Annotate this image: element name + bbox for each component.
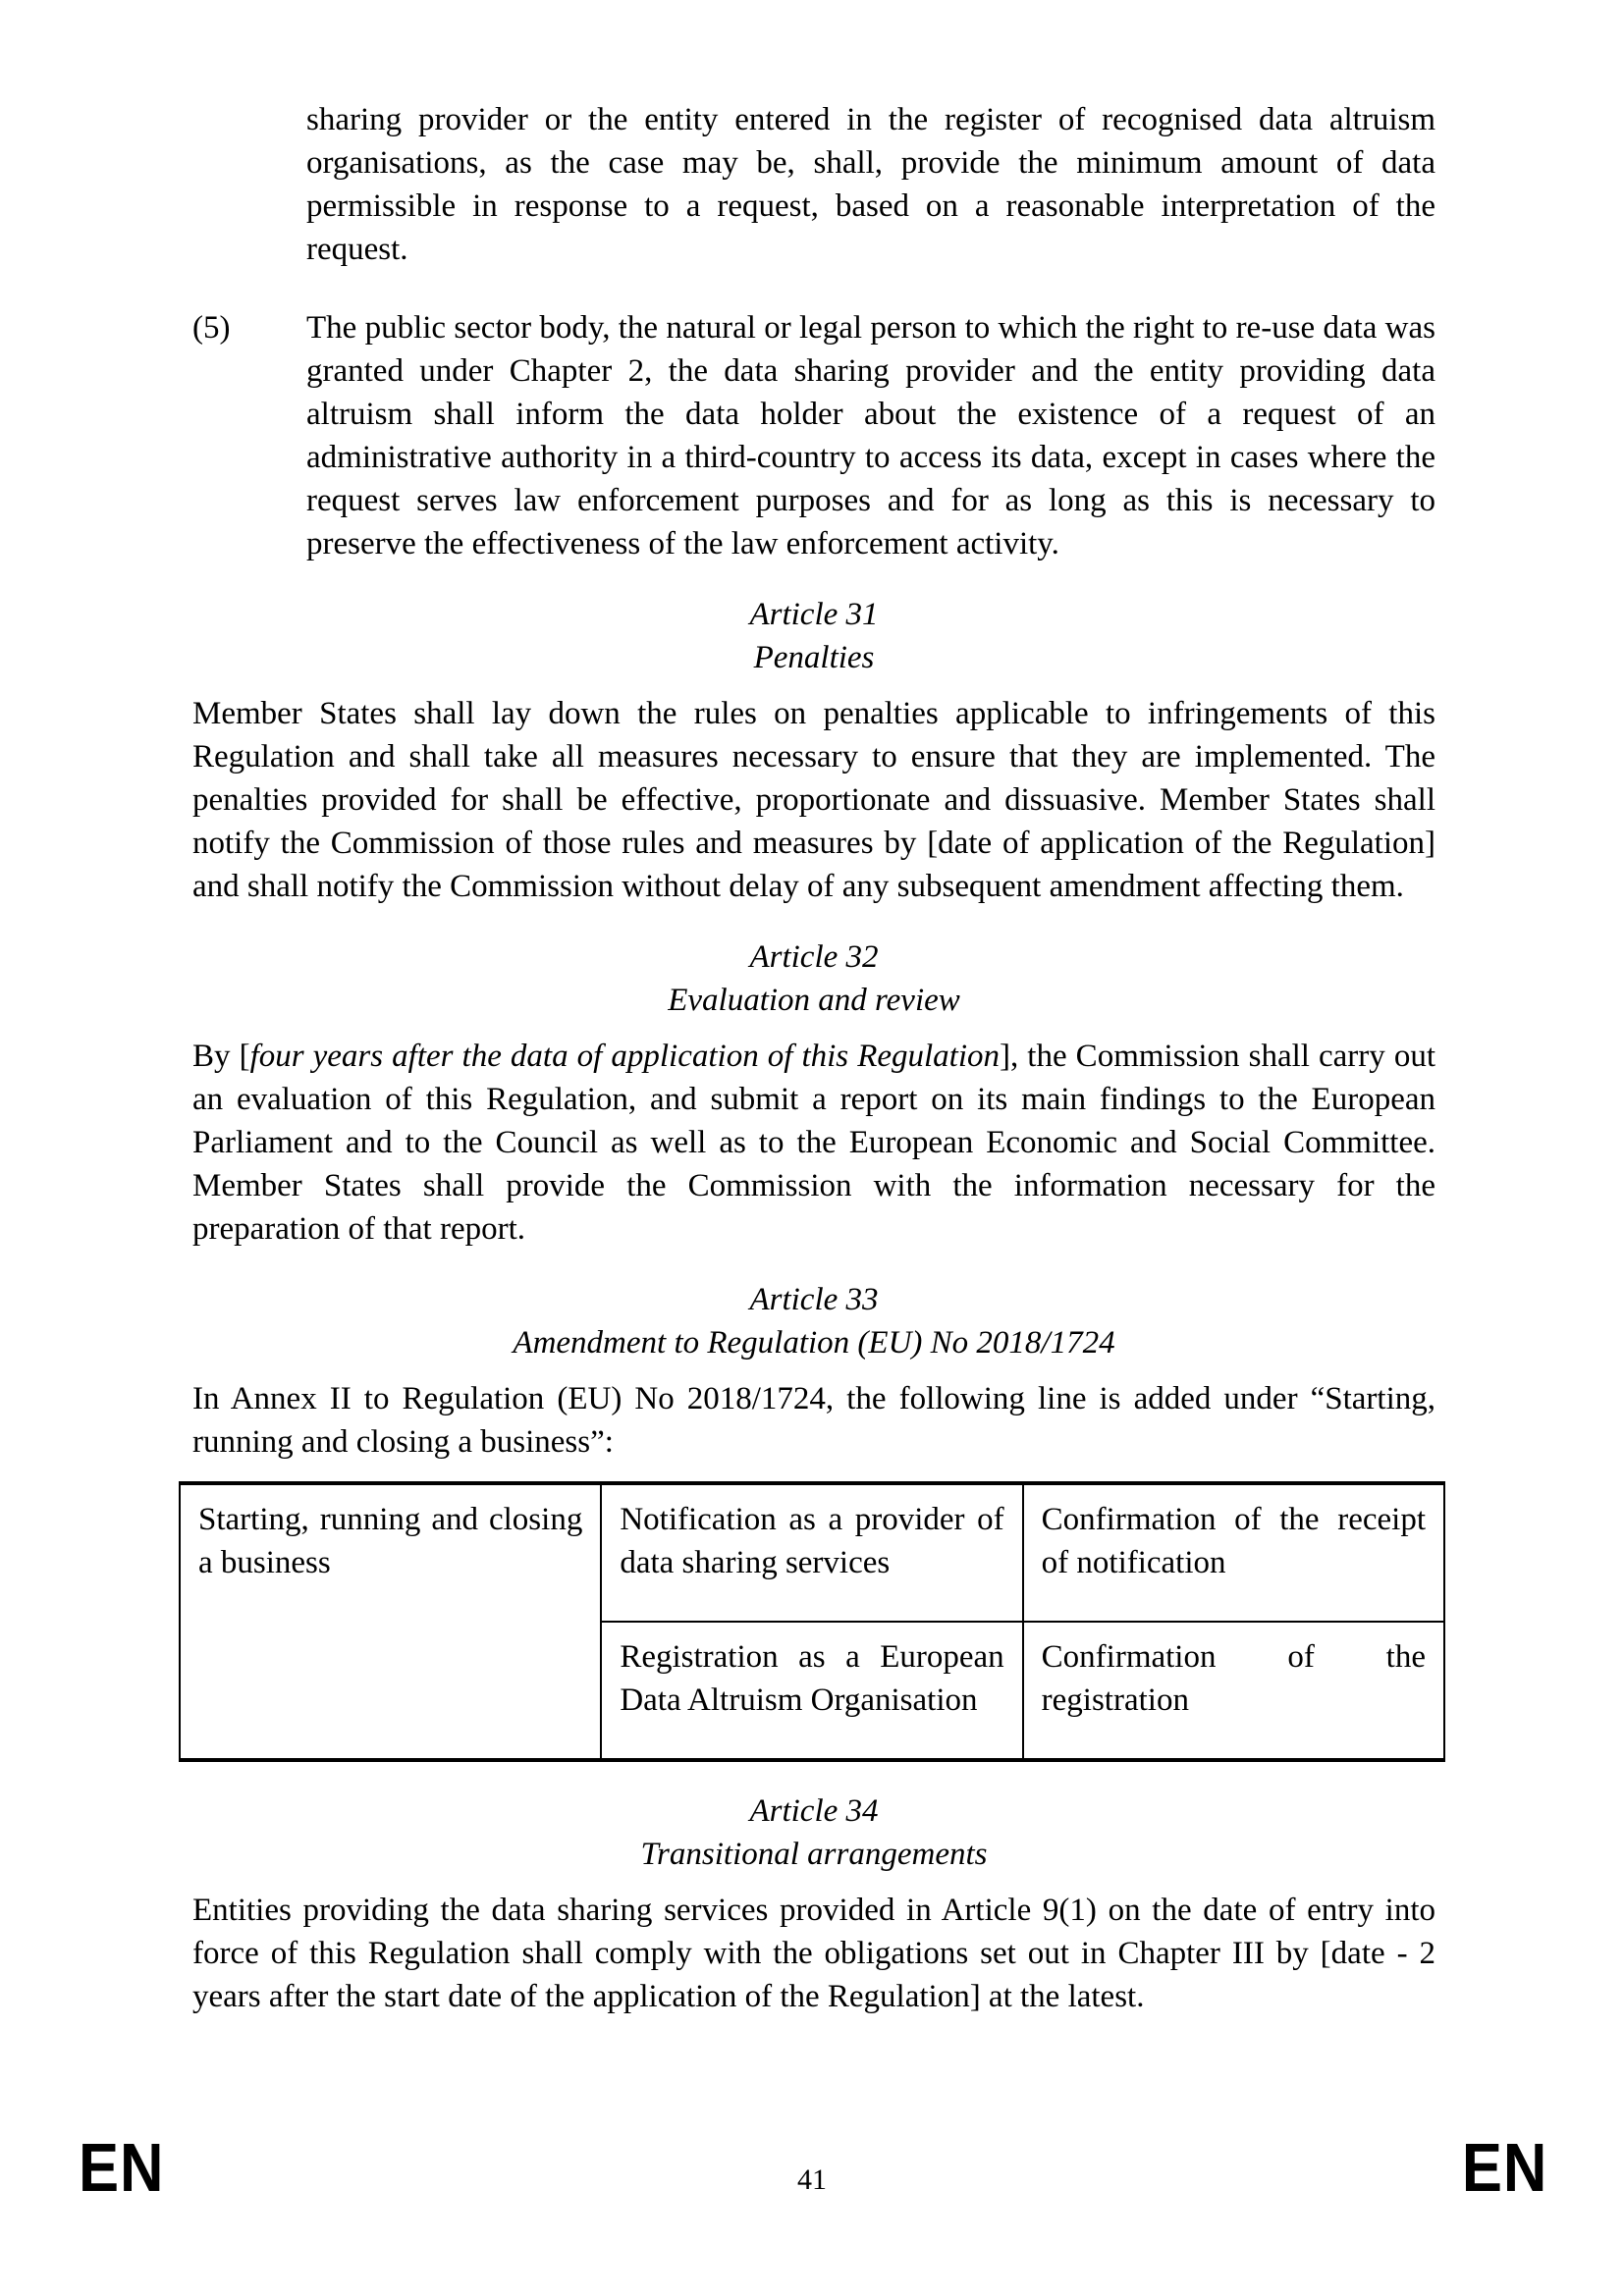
article-33-title: Article 33 [749, 1282, 879, 1317]
language-marker-right: EN [1461, 2129, 1547, 2206]
article-33-heading [192, 1278, 1435, 1364]
table-row [180, 1483, 1444, 1622]
continuation-paragraph: sharing provider or the entity entered in the register of recognised data altruism organisations, as the case may be, shall, provide the minimum amount of data permissible in response to a request, based on a reasonable interpretation of the request. [306, 102, 1435, 267]
item-text: The public sector body, the natural or legal person to which the right to re-use data was granted under Chapter 2, the data sharing provider and the entity providing data altruism shall inform the data holder about the existence of a request of an administrative authority in a third-country to access its data, except in cases where the request serves law enforcement purposes and for as long as this is necessary to preserve the effectiveness of the law enforcement activity. [306, 310, 1435, 561]
article-34-subtitle: Transitional arrangements [640, 1837, 988, 1872]
article-32-body-suffix-run: ], the Commission shall carry out an evaluation of this Regulation, and submit a report on its main findings to the European Parliament and to the Council as well as to the European Economic and Social Committee. Member States shall provide the Commission with the information necessary for the preparation of that report. [192, 1039, 1435, 1247]
annex-amendment-table [179, 1481, 1445, 1762]
table-cell-result-2: Confirmation of the registration [1023, 1622, 1444, 1760]
table-cell-procedure-1: Notification as a provider of data sharing services [601, 1483, 1022, 1622]
table-cell-result-1: Confirmation of the receipt of notification [1023, 1483, 1444, 1622]
article-32-body [192, 1035, 1435, 1251]
article-32-body-prefix-run: By [ [192, 1039, 250, 1074]
numbered-item-5 [192, 306, 1435, 565]
article-33-subtitle: Amendment to Regulation (EU) No 2018/1724 [513, 1325, 1115, 1361]
article-31-body: Member States shall lay down the rules on penalties applicable to infringements of this Regulation and shall take all measures necessary to ensure that they are implemented. The penalties provided for shall be effective, proportionate and dissuasive. Member States shall notify the Commission of those rules and measures by [date of application of the Regulation] and shall notify the Commission without delay of any subsequent amendment affecting them. [192, 696, 1435, 904]
table-cell-procedure-2: Registration as a European Data Altruism Organisation [601, 1622, 1022, 1760]
page-content [192, 98, 1435, 2018]
article-34-body: Entities providing the data sharing services provided in Article 9(1) on the date of entry into force of this Regulation shall comply with the obligations set out in Chapter III by [date - 2 years after the start date of the application of the Regulation] at the latest. [192, 1893, 1435, 2014]
article-32-subtitle: Evaluation and review [668, 983, 960, 1018]
language-marker-left: EN [79, 2129, 165, 2206]
item-number: (5) [192, 310, 231, 346]
article-33-body: In Annex II to Regulation (EU) No 2018/1724, the following line is added under “Starting, running and closing a business”: [192, 1381, 1435, 1460]
article-31-subtitle: Penalties [753, 640, 875, 675]
table-cell-category: Starting, running and closing a business [180, 1483, 601, 1760]
article-31-title: Article 31 [749, 597, 879, 632]
article-32-heading [192, 935, 1435, 1022]
article-34-title: Article 34 [749, 1793, 879, 1829]
page-number: 41 [797, 2163, 827, 2196]
article-32-body-italic-run: four years after the data of application of this Regulation [249, 1039, 1001, 1074]
article-32-title: Article 32 [749, 939, 879, 975]
article-31-heading [192, 593, 1435, 679]
article-34-heading [192, 1789, 1435, 1876]
